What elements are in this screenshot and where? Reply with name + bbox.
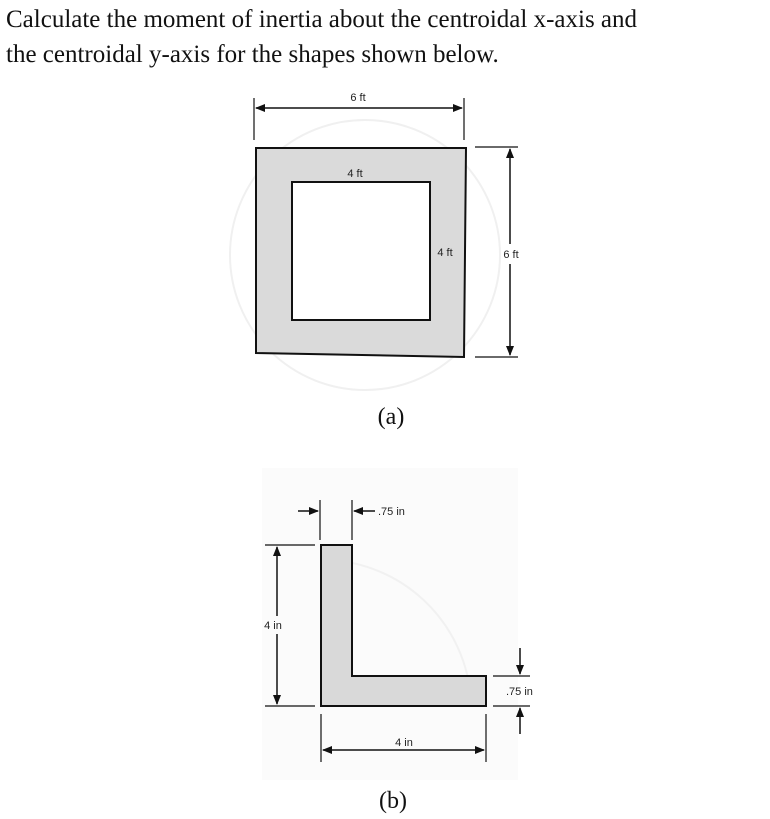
width-label: 4 in	[395, 737, 413, 749]
figure-b	[262, 468, 533, 814]
inner-width-label: 4 ft	[347, 168, 363, 180]
problem-line-2: the centroidal y-axis for the shapes shown below.	[6, 41, 499, 68]
figure-a	[230, 92, 519, 430]
figure-a-caption: (a)	[377, 404, 405, 430]
figure-b-caption: (b)	[379, 788, 407, 814]
thickness-right-label: .75 in	[506, 686, 533, 698]
problem-line-1: Calculate the moment of inertia about the centroidal x-axis and	[6, 6, 638, 33]
height-label: 4 in	[264, 620, 282, 632]
inner-height-label: 4 ft	[437, 247, 453, 259]
outer-width-label: 6 ft	[350, 92, 366, 104]
thickness-top-label: .75 in	[378, 506, 405, 518]
outer-height-label: 6 ft	[503, 249, 519, 261]
